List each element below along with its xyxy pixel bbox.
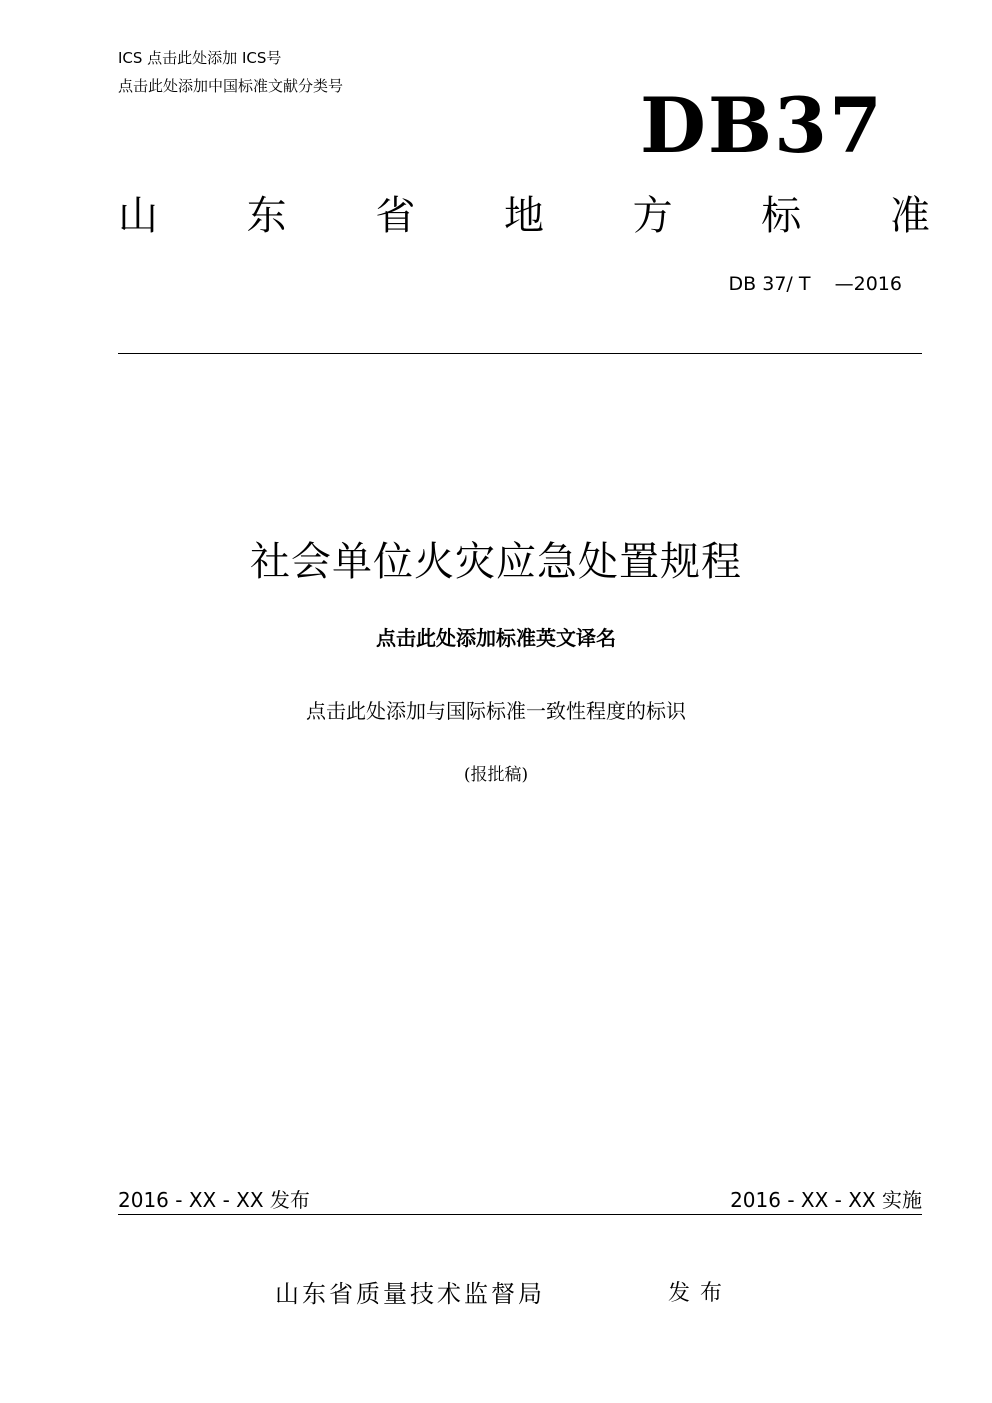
standard-type-char: 东	[246, 193, 287, 239]
standard-type-char: 省	[375, 193, 416, 239]
classification-number: 点击此处添加中国标准文献分类号	[118, 77, 344, 95]
standard-code-logo: DB37	[640, 81, 884, 170]
english-name-placeholder[interactable]: 点击此处添加标准英文译名	[376, 626, 616, 650]
implementation-date: 2016 - XX - XX 实施	[730, 1188, 922, 1212]
ics-number: ICS 点击此处添加 ICS号	[118, 49, 282, 67]
issuing-authority: 山东省质量技术监督局	[275, 1280, 545, 1308]
bottom-divider	[118, 1214, 922, 1215]
draft-status: (报批稿)	[463, 765, 529, 785]
standard-type-char: 山	[118, 193, 158, 239]
top-divider	[118, 353, 922, 354]
issue-label: 发布	[668, 1281, 733, 1306]
standard-type-char: 标	[761, 193, 802, 239]
standard-type-heading	[118, 188, 930, 244]
standard-type-char: 准	[889, 193, 930, 239]
issue-date: 2016 - XX - XX 发布	[118, 1188, 310, 1212]
standard-number: DB 37/ T —2016	[728, 273, 902, 295]
consistency-placeholder[interactable]: 点击此处添加与国际标准一致性程度的标识	[306, 699, 686, 723]
standard-type-char: 方	[632, 193, 673, 239]
document-title: 社会单位火灾应急处置规程	[250, 539, 742, 585]
standard-type-char: 地	[503, 193, 544, 239]
